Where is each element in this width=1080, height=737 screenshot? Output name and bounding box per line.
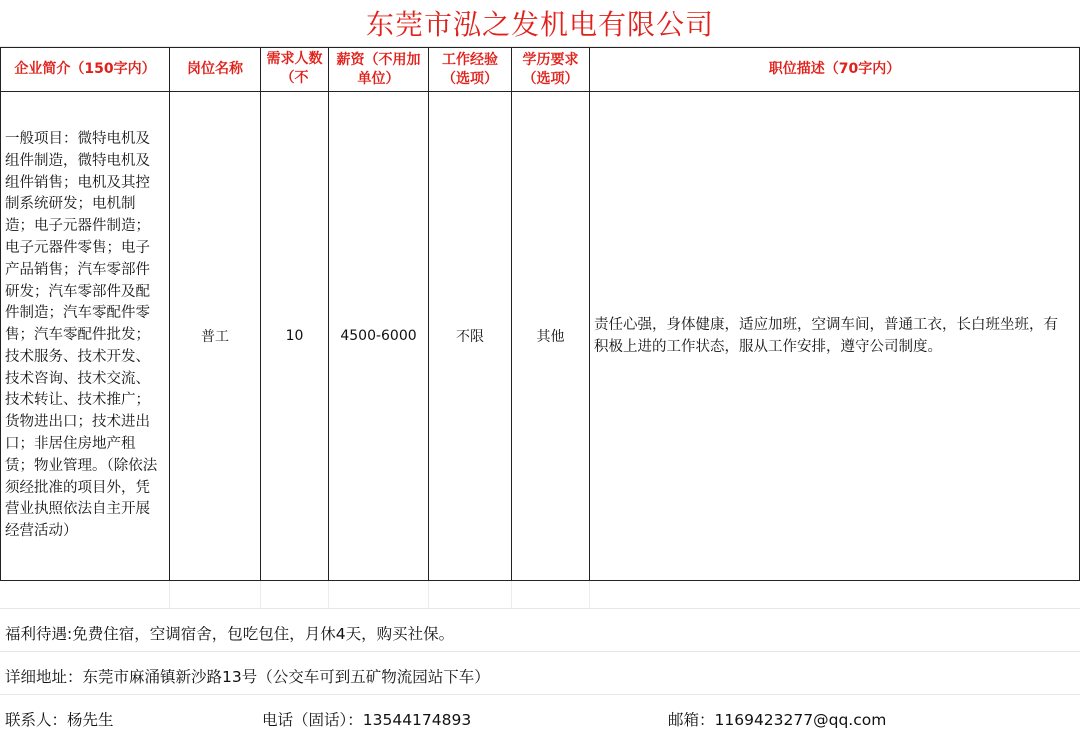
count-cell: 10 (261, 92, 329, 581)
empty-cell (170, 581, 261, 608)
empty-cell (0, 581, 170, 608)
header-salary: 薪资（不用加单位） (329, 47, 429, 92)
empty-cell (329, 581, 429, 608)
position-cell: 普工 (170, 92, 261, 581)
header-position: 岗位名称 (170, 47, 261, 92)
header-count: 需求人数（不 (261, 47, 329, 92)
header-experience: 工作经验（选项） (429, 47, 512, 92)
company-title: 东莞市泓之发机电有限公司 (365, 8, 714, 41)
email-text: 邮箱：1169423277@qq.com (668, 711, 887, 729)
description-cell: 责任心强，身体健康，适应加班，空调车间，普通工衣，长白班坐班，有积极上进的工作状态，服从工作安排，遵守公司制度。 (590, 92, 1080, 581)
education-cell: 其他 (512, 92, 590, 581)
empty-cell (512, 581, 590, 608)
contact-text: 联系人：杨先生 (5, 711, 114, 729)
phone-text: 电话（固话）：13544174893 (262, 711, 472, 729)
row-divider (0, 608, 1080, 609)
empty-cell (261, 581, 329, 608)
experience-cell: 不限 (429, 92, 512, 581)
salary-cell: 4500-6000 (329, 92, 429, 581)
address-text: 详细地址：东莞市麻涌镇新沙路13号（公交车可到五矿物流园站下车） (5, 668, 490, 686)
header-intro: 企业简介（150字内） (0, 47, 170, 92)
header-description: 职位描述（70字内） (590, 47, 1080, 92)
row-divider (0, 651, 1080, 652)
row-divider (0, 694, 1080, 695)
empty-cell (429, 581, 512, 608)
header-education: 学历要求（选项） (512, 47, 590, 92)
benefits-text: 福利待遇:免费住宿，空调宿舍，包吃包住，月休4天，购买社保。 (5, 625, 455, 643)
company-intro-cell: 一般项目：微特电机及组件制造，微特电机及组件销售；电机及其控制系统研发；电机制造；电子元器件制造；电子元器件零售；电子产品销售；汽车零部件研发；汽车零部件及配件制造；汽车零配件零售；汽车零配件批发；技术服务、技术开发、技术咨询、技术交流、技术转让、技术推广；货物进出口；技术进出口；非居住房地产租赁；物业管理。（除依法须经批准的项目外，凭营业执照依法自主开展经营活动） (0, 92, 170, 581)
